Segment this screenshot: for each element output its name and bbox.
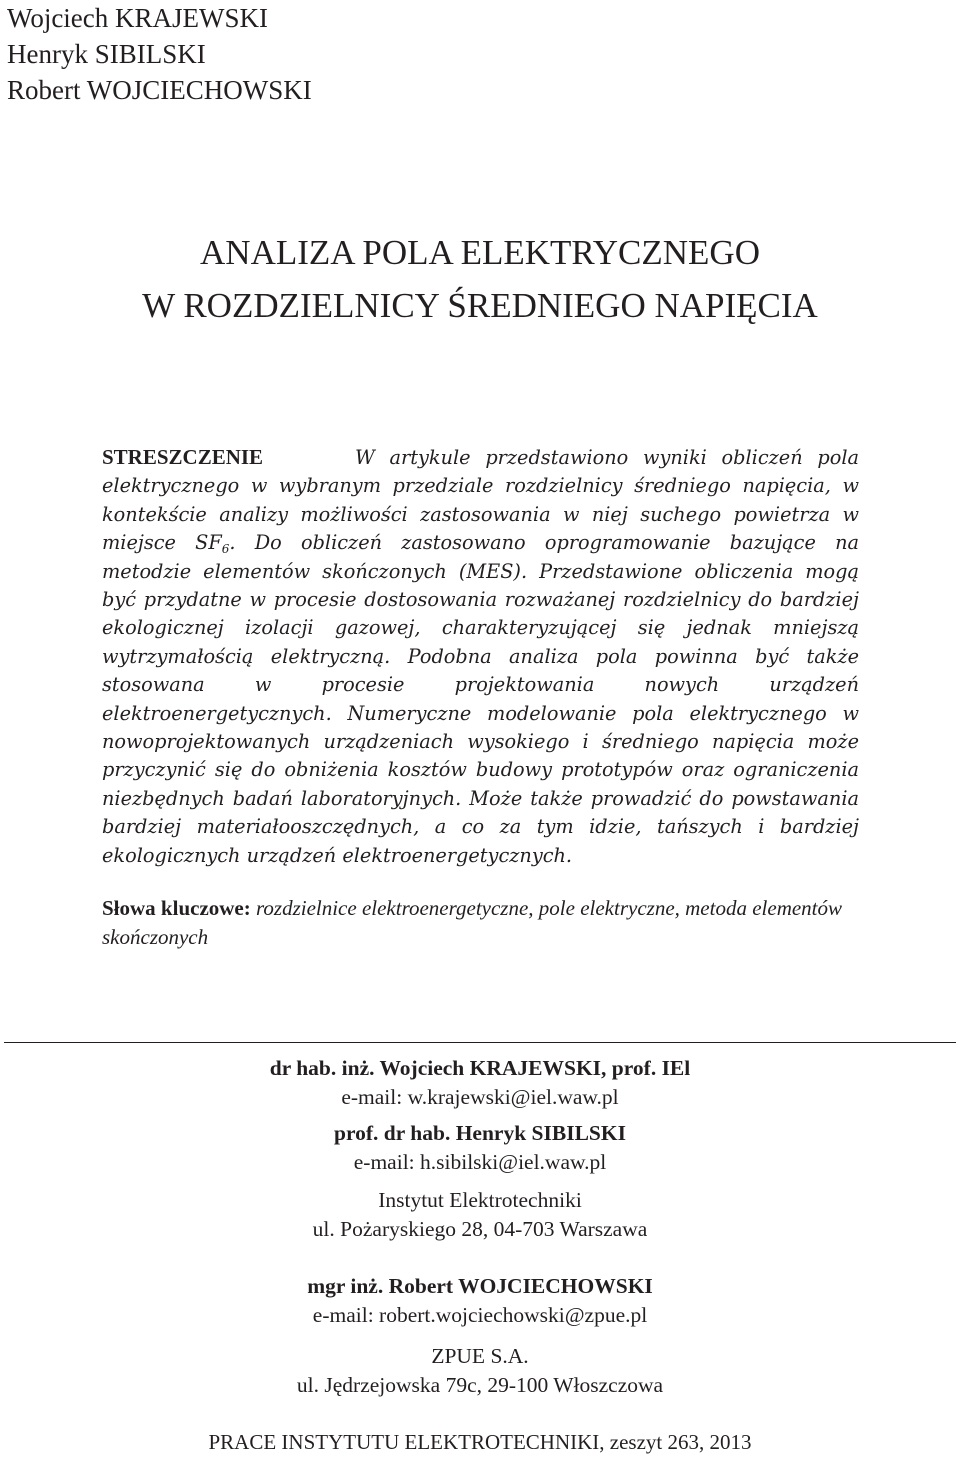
author-full-name: dr hab. inż. Wojciech KRAJEWSKI, prof. IEl	[269, 1056, 691, 1080]
author-email: e-mail: h.sibilski@iel.waw.pl	[353, 1150, 607, 1174]
author-name: Henryk SIBILSKI	[7, 39, 206, 69]
keywords-text: rozdzielnice elektroenergetyczne, pole elektryczne, metoda elementów skończonych	[102, 896, 843, 949]
abstract-text-continued: . Do obliczeń zastosowano oprogramowanie bazujące na metodzie elementów skończonych (MES). Przedstawione obliczenia mogą być przydatne w procesie dostosowania rozważanej rozdzielnicy do bardziej ekologicznej izolacji gazowej, charakteryzującej się jednak mniejszą wytrzymałością elektryczną. Podobna analiza pola powinna być także stosowana w procesie projektowania nowych urządzeń elektroenergetycznych. Numeryczne modelowanie pola elektrycznego w nowoprojektowanych urządzeniach wysokiego i średniego napięcia może przyczynić się do obniżenia kosztów budowy prototypów oraz ograniczenia niezbędnych badań laboratoryjnych. Może także prowadzić do powstawania bardziej materiałooszczędnych, a co za tym idzie, tańszych i bardziej ekologicznych urządzeń elektroenergetycznych.	[102, 531, 859, 867]
abstract-subscript: 6	[221, 542, 230, 557]
affiliation-author-1	[0, 1054, 960, 1112]
paper-title	[0, 226, 960, 332]
institution-address: ul. Pożaryskiego 28, 04-703 Warszawa	[312, 1217, 648, 1241]
author-full-name: prof. dr hab. Henryk SIBILSKI	[334, 1121, 626, 1145]
keywords	[102, 894, 859, 952]
institution-name: ZPUE S.A.	[431, 1344, 529, 1368]
divider	[4, 1042, 956, 1043]
institution-name: Instytut Elektrotechniki	[378, 1188, 582, 1212]
author-name: Robert WOJCIECHOWSKI	[7, 75, 312, 105]
keywords-label: Słowa kluczowe:	[102, 896, 251, 920]
author-email: e-mail: robert.wojciechowski@zpue.pl	[312, 1303, 648, 1327]
author-name: Wojciech KRAJEWSKI	[7, 3, 269, 33]
affiliation-author-3	[0, 1272, 960, 1330]
author-full-name: mgr inż. Robert WOJCIECHOWSKI	[307, 1274, 653, 1298]
abstract	[102, 443, 859, 870]
institution-address: ul. Jędrzejowska 79c, 29-100 Włoszczowa	[296, 1373, 664, 1397]
journal-footer: PRACE INSTYTUTU ELEKTROTECHNIKI, zeszyt 263, 2013	[208, 1430, 752, 1454]
affiliation-author-2	[0, 1119, 960, 1177]
title-line: W ROZDZIELNICY ŚREDNIEGO NAPIĘCIA	[142, 286, 818, 325]
author-list	[7, 0, 312, 108]
abstract-label: STRESZCZENIE	[102, 445, 264, 469]
abstract-text: W artykule przedstawiono wyniki obliczeń pola elektrycznego w wybranym przedziale rozdzielnicy średniego napięcia, w kontekście analizy możliwości zastosowania w niej suchego powietrza w miejsce SF	[102, 446, 859, 555]
title-line: ANALIZA POLA ELEKTRYCZNEGO	[200, 233, 760, 272]
institution-1	[0, 1186, 960, 1244]
institution-2	[0, 1342, 960, 1400]
author-email: e-mail: w.krajewski@iel.waw.pl	[341, 1085, 619, 1109]
